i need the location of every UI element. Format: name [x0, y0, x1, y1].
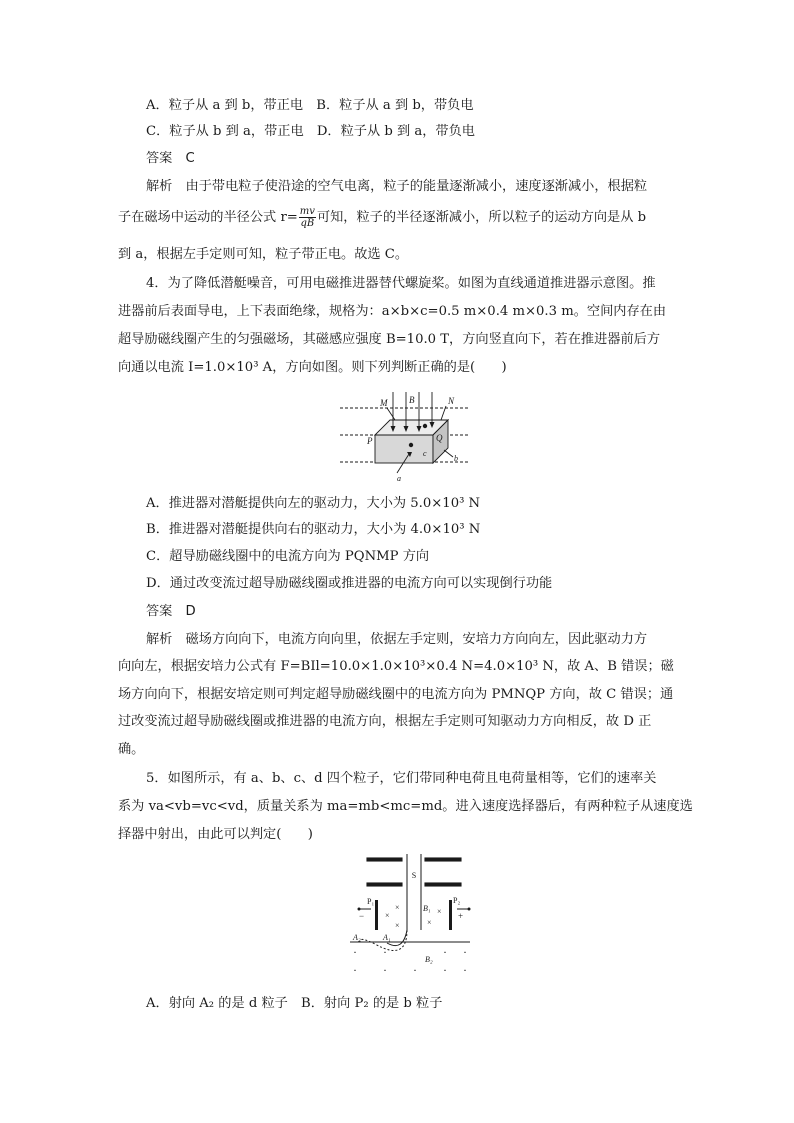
radius-formula-fraction [299, 206, 316, 229]
fraction-numerator: mv [299, 206, 315, 217]
field-cross: × [437, 907, 442, 916]
field-dot: · [463, 945, 467, 959]
q4-option-a: A．推进器对潜艇提供向左的驱动力，大小为 5.0×10³ N [146, 496, 481, 511]
q4-stem-line3: 超导励磁线圈产生的匀强磁场，其磁感应强度 B=10.0 T，方向竖直向下，若在推进器前后方 [118, 332, 661, 347]
q3-options-cd: C．粒子从 b 到 a，带正电 D．粒子从 b 到 a，带负电 [146, 124, 475, 139]
q4-option-b: B．推进器对潜艇提供向右的驱动力，大小为 4.0×10³ N [146, 522, 481, 537]
q3-analysis-line2 [118, 206, 646, 229]
q4-analysis-line1: 解析 磁场方向向下，电流方向向里，依据左手定则，安培力方向向左，因此驱动力方 [146, 632, 648, 647]
fraction-denominator: qB [300, 218, 315, 229]
label-N: N [448, 396, 455, 406]
q3-analysis-line1: 解析 由于带电粒子使沿途的空气电离，粒子的能量逐渐减小，速度逐渐减小，根据粒 [146, 179, 648, 194]
q5-options-ab: A．射向 A₂ 的是 d 粒子 B．射向 P₂ 的是 b 粒子 [146, 996, 443, 1011]
field-dot: · [413, 963, 417, 977]
q4-stem-line1: 4．为了降低潜艇噪音，可用电磁推进器替代螺旋桨。如图为直线通道推进器示意图。推 [146, 276, 656, 291]
field-dot: · [353, 963, 357, 977]
field-cross: × [385, 911, 390, 920]
q4-stem-line4: 向通以电流 I=1.0×10³ A，方向如图。则下列判断正确的是( ) [118, 360, 507, 375]
q3-options-ab: A．粒子从 a 到 b，带正电 B．粒子从 a 到 b，带负电 [146, 98, 474, 113]
q4-stem-line2: 进器前后表面导电，上下表面绝缘，规格为：a×b×c=0.5 m×0.4 m×0.3 m。空间内存在由 [118, 304, 667, 319]
minus-sign: − [359, 911, 365, 921]
q4-option-d: D．通过改变流过超导励磁线圈或推进器的电流方向可以实现倒行功能 [146, 576, 553, 591]
field-dot: · [463, 963, 467, 977]
label-b: b [454, 454, 458, 463]
q3-analysis-line2-post: 可知，粒子的半径逐渐减小，所以粒子的运动方向是从 b [316, 210, 647, 225]
q3-answer: 答案 C [146, 151, 195, 166]
field-dot: · [353, 945, 357, 959]
label-B2: B₂ [425, 955, 433, 964]
velocity-selector-diagram [345, 852, 475, 977]
field-dot: · [383, 945, 387, 959]
label-Q: Q [436, 433, 443, 443]
label-P: P [367, 436, 373, 446]
q4-analysis-line3: 场方向向下，根据安培定则可判定超导励磁线圈中的电流方向为 PMNQP 方向，故 C 错误；通 [118, 687, 674, 702]
field-cross: × [427, 918, 432, 927]
q3-analysis-line3: 到 a，根据左手定则可知，粒子带正电。故选 C。 [118, 247, 409, 262]
q4-option-c: C．超导励磁线圈中的电流方向为 PQNMP 方向 [146, 549, 430, 564]
q5-stem-line2: 系为 va<vb=vc<vd，质量关系为 ma=mb<mc=md。进入速度选择器后，有两种粒子从速度选 [118, 799, 693, 814]
q4-analysis-line4: 过改变流过超导励磁线圈或推进器的电流方向，根据左手定则可知驱动力方向相反，故 D 正 [118, 714, 652, 729]
label-B1: B₁ [423, 904, 431, 913]
field-dot: · [443, 945, 447, 959]
label-P1: P₁ [367, 897, 375, 906]
field-cross: × [395, 921, 400, 930]
label-B: B [409, 395, 415, 405]
field-dot: · [443, 963, 447, 977]
q4-analysis-line5: 确。 [118, 742, 145, 757]
label-c: c [423, 449, 427, 458]
label-M: M [380, 398, 388, 408]
thruster-diagram [335, 390, 475, 482]
q4-analysis-line2: 向向左，根据安培力公式有 F=BIl=10.0×1.0×10³×0.4 N=4.0×10³ N，故 A、B 错误；磁 [118, 659, 674, 674]
label-A1: A₁ [383, 933, 391, 942]
q4-answer: 答案 D [146, 604, 196, 619]
label-A2: A₂ [353, 933, 361, 942]
q3-analysis-line2-pre: 子在磁场中运动的半径公式 r= [118, 210, 298, 225]
label-P2: P₂ [453, 896, 461, 905]
field-cross: × [395, 903, 400, 912]
q5-stem-line3: 择器中射出，由此可以判定( ) [118, 827, 313, 842]
q5-stem-line1: 5．如图所示，有 a、b、c、d 四个粒子，它们带同种电荷且电荷量相等，它们的速率关 [146, 771, 657, 786]
label-S: S [411, 871, 417, 880]
plus-sign: + [458, 911, 464, 921]
label-a: a [397, 474, 401, 482]
field-dot: · [383, 963, 387, 977]
